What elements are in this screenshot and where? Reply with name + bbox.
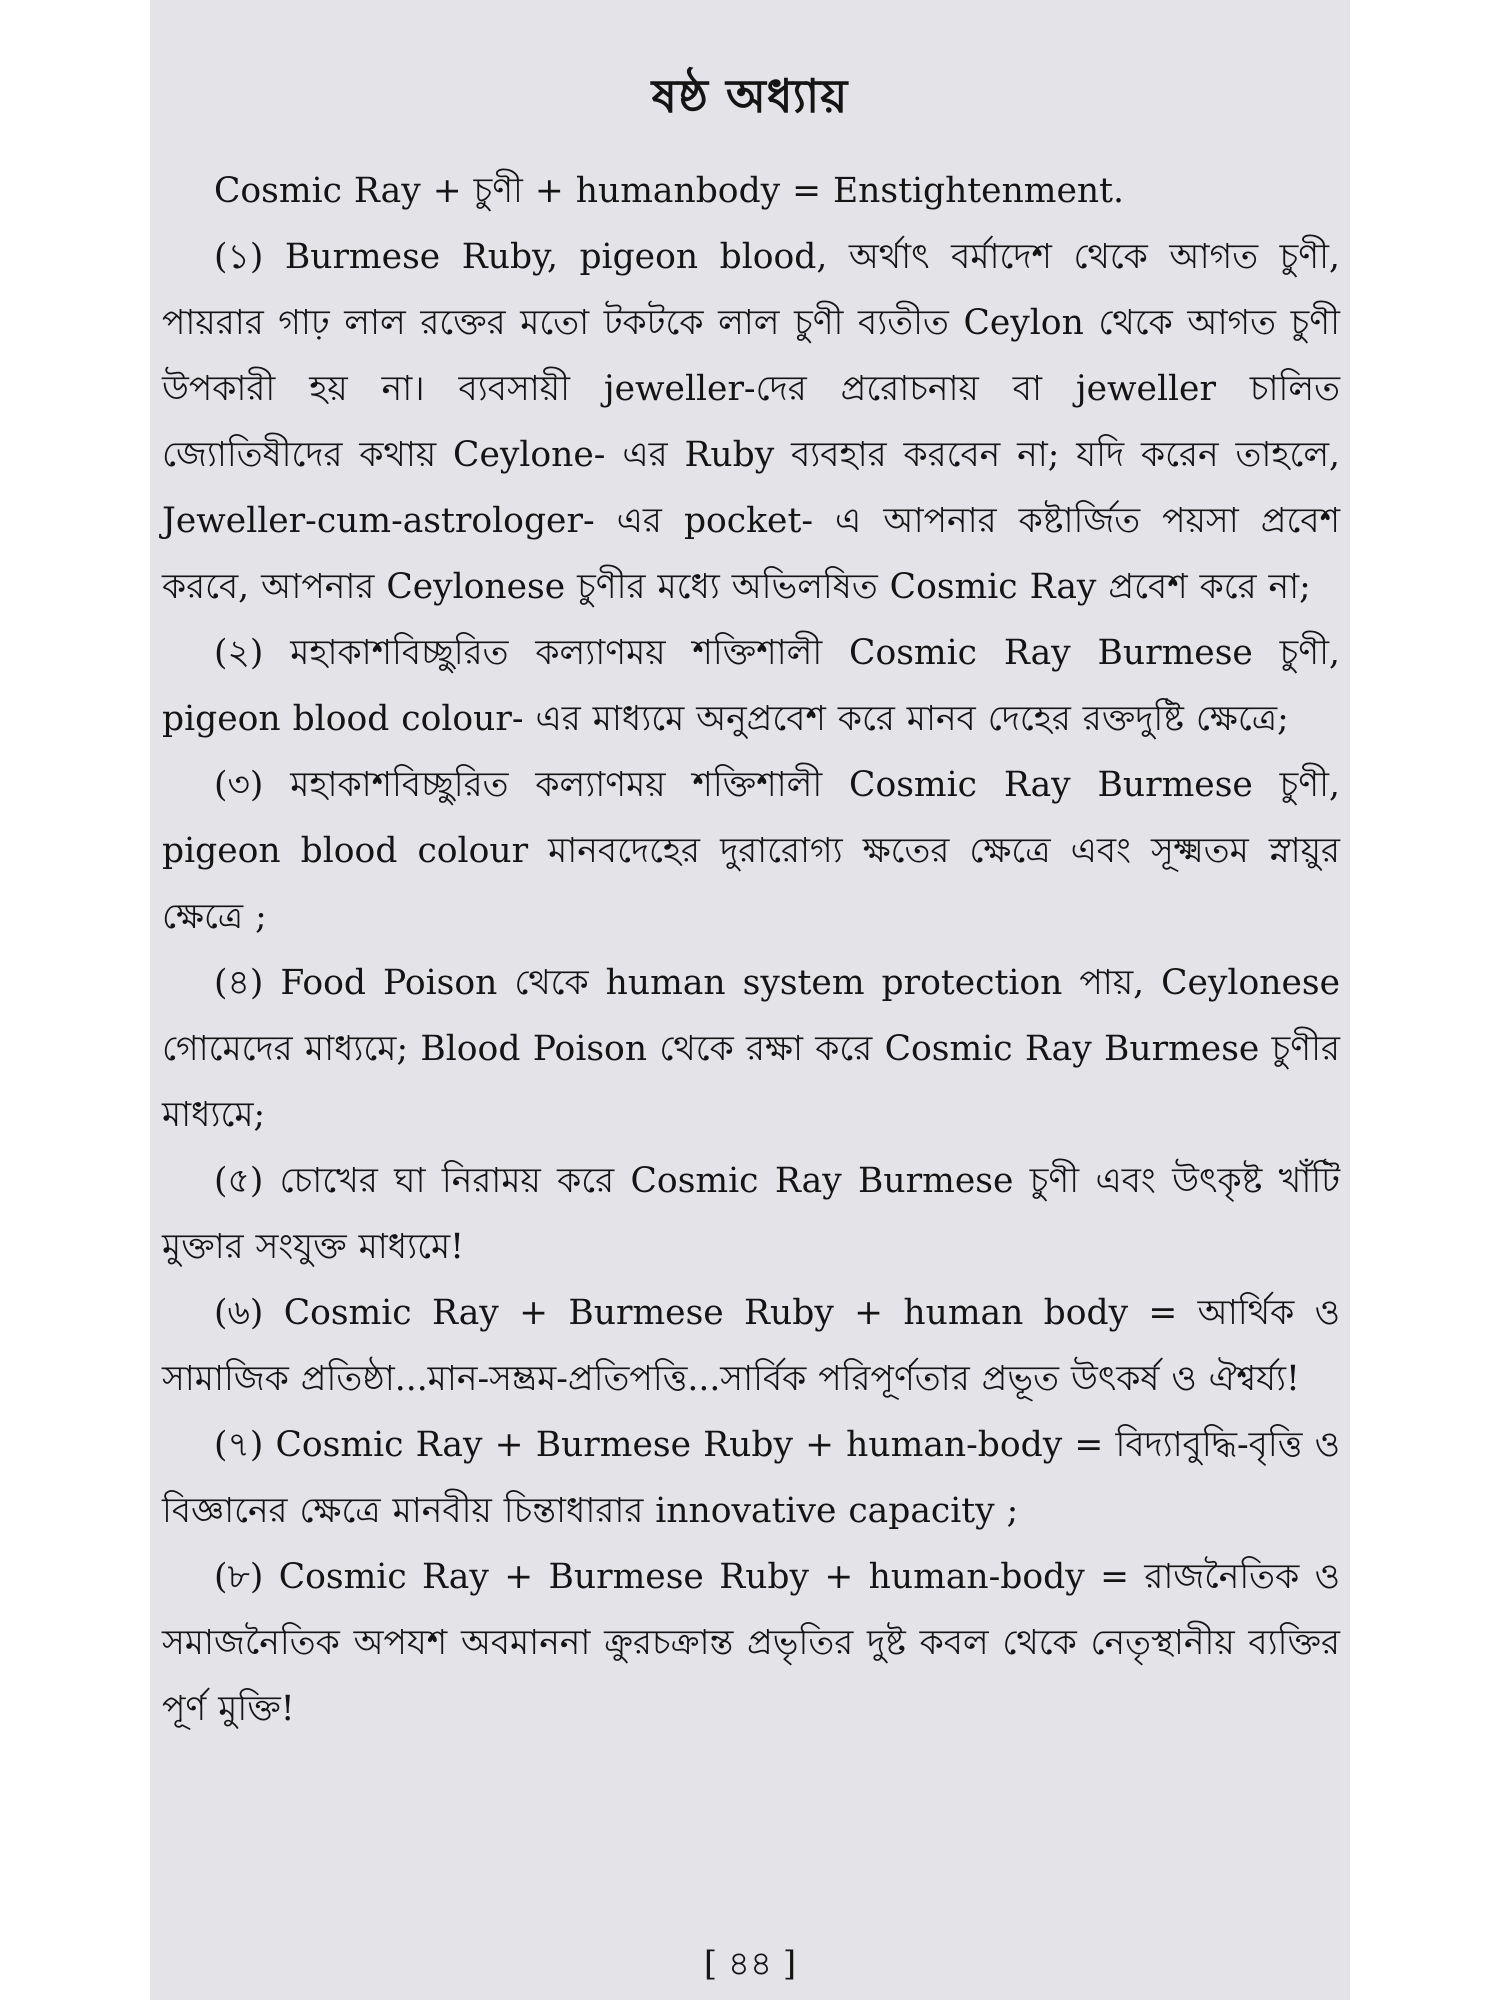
paragraph-5: (৫) চোখের ঘা নিরাময় করে Cosmic Ray Burmese চুণী এবং উৎকৃষ্ট খাঁটি মুক্তার সংযুক্ত মাধ্যমে! — [162, 1161, 1340, 1267]
paragraph-4: (৪) Food Poison থেকে human system protection পায়, Ceylonese গোমেদের মাধ্যমে; Blood Poison থেকে রক্ষা করে Cosmic Ray Burmese চুণীর মাধ্যমে; — [162, 963, 1340, 1135]
page-number: [ ৪৪ ] — [703, 1944, 797, 1984]
paragraph-7: (৭) Cosmic Ray + Burmese Ruby + human-body = বিদ্যাবুদ্ধি-বৃত্তি ও বিজ্ঞানের ক্ষেত্রে মানবীয় চিন্তাধারার innovative capacity ; — [162, 1425, 1340, 1531]
chapter-title: ষষ্ঠ অধ্যায় — [651, 69, 849, 123]
paragraph-1: (১) Burmese Ruby, pigeon blood, অর্থাৎ বর্মাদেশ থেকে আগত চুণী, পায়রার গাঢ় লাল রক্তের মতো টকটকে লাল চুণী ব্যতীত Ceylon থেকে আগত চুণী উপকারী হয় না। ব্যবসায়ী jeweller-দের প্ররোচনায় বা jeweller চালিত জ্যোতিষীদের কথায় Ceylone- এর Ruby ব্যবহার করবেন না; যদি করেন তাহলে, Jeweller-cum-astrologer- এর pocket- এ আপনার কষ্টার্জিত পয়সা প্রবেশ করবে, আপনার Ceylonese চুণীর মধ্যে অভিলষিত Cosmic Ray প্রবেশ করে না; — [162, 237, 1340, 607]
paragraph-2: (২) মহাকাশবিচ্ছুরিত কল্যাণময় শক্তিশালী Cosmic Ray Burmese চুণী, pigeon blood colour- এর মাধ্যমে অনুপ্রবেশ করে মানব দেহের রক্তদুষ্টি ক্ষেত্রে; — [162, 633, 1340, 739]
paragraph-6: (৬) Cosmic Ray + Burmese Ruby + human body = আর্থিক ও সামাজিক প্রতিষ্ঠা...মান-সম্ভ্রম-প্রতিপত্তি...সার্বিক পরিপূর্ণতার প্রভূত উৎকর্ষ ও ঐশ্বর্য্য! — [162, 1293, 1340, 1399]
book-page — [150, 0, 1350, 2000]
page-body — [162, 158, 1340, 1742]
paragraph-formula: Cosmic Ray + চুণী + humanbody = Enstightenment. — [214, 171, 1124, 211]
paragraph-3: (৩) মহাকাশবিচ্ছুরিত কল্যাণময় শক্তিশালী Cosmic Ray Burmese চুণী, pigeon blood colour মানবদেহের দুরারোগ্য ক্ষতের ক্ষেত্রে এবং সূক্ষ্মতম স্নায়ুর ক্ষেত্রে ; — [162, 765, 1340, 937]
paragraph-8: (৮) Cosmic Ray + Burmese Ruby + human-body = রাজনৈতিক ও সমাজনৈতিক অপযশ অবমাননা ক্রুরচক্রান্ত প্রভৃতির দুষ্ট কবল থেকে নেতৃস্থানীয় ব্যক্তির পূর্ণ মুক্তি! — [162, 1557, 1340, 1729]
